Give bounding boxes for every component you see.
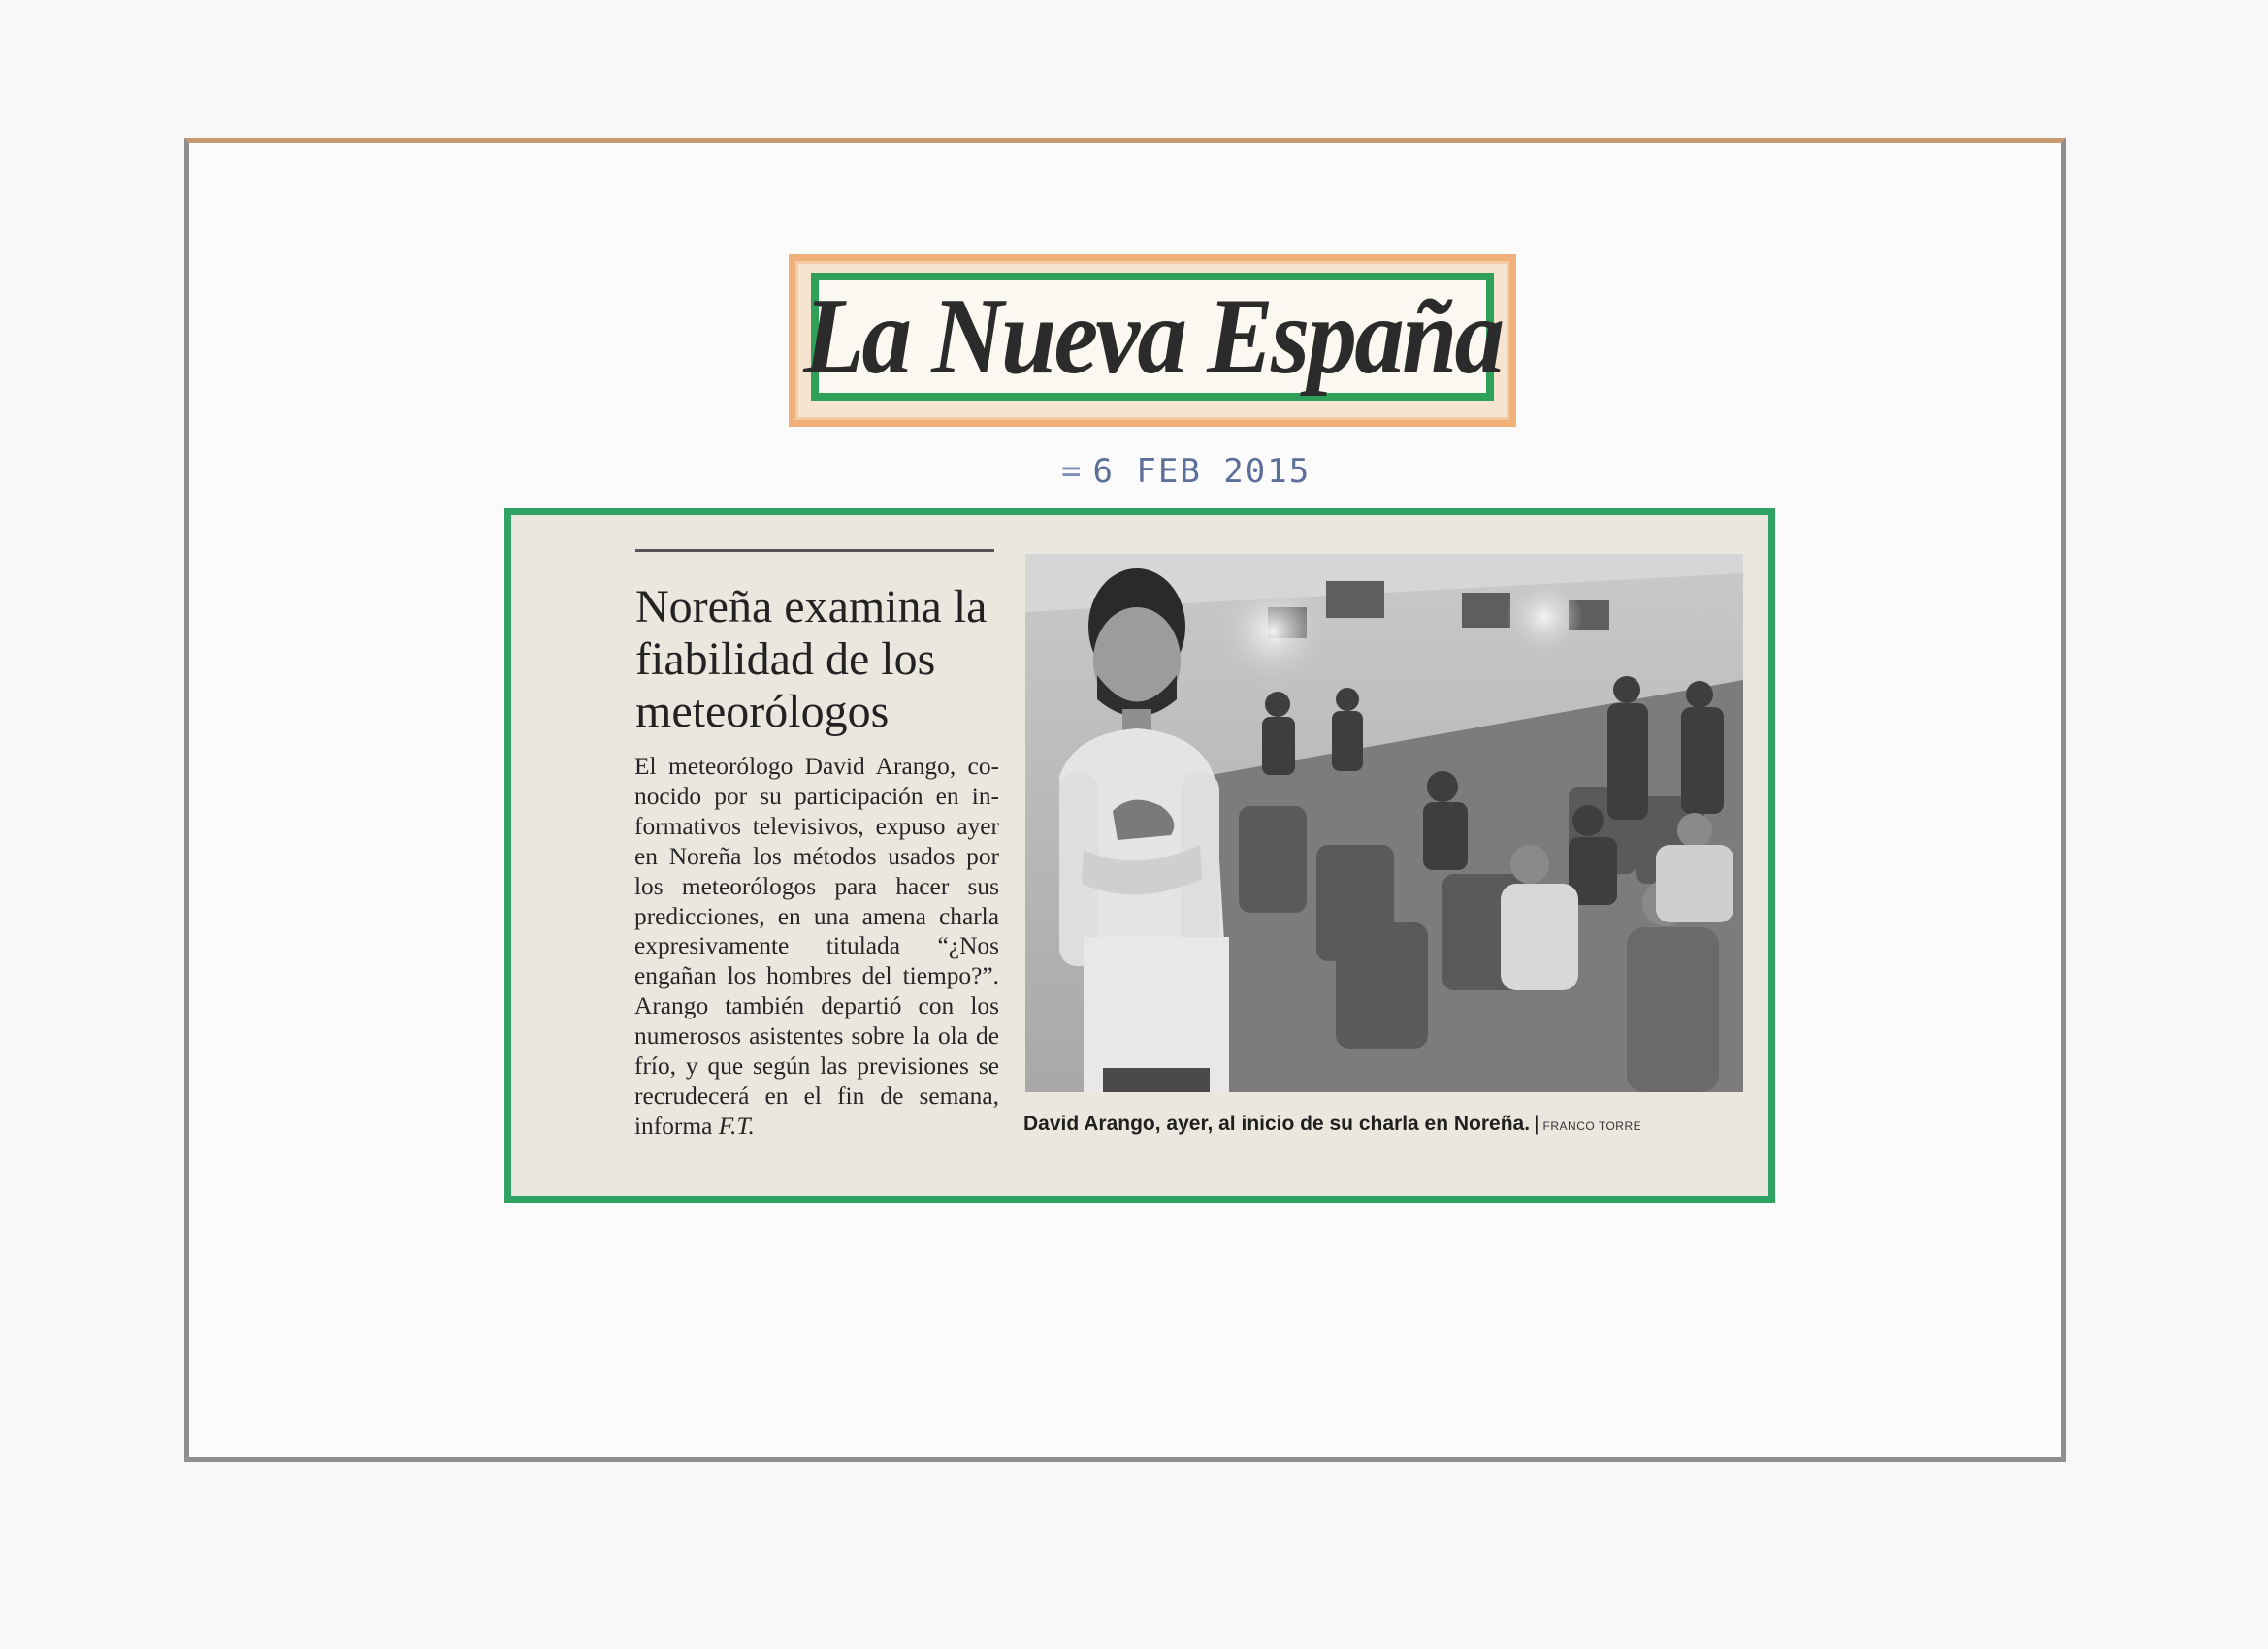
photo-credit: FRANCO TORRE [1542, 1119, 1642, 1133]
article-photo [1025, 554, 1743, 1092]
caption-text: David Arango, ayer, al inicio de su charla en Noreña. [1023, 1113, 1531, 1135]
masthead-border [803, 273, 1502, 401]
caption-separator: | [1534, 1113, 1539, 1135]
headline-rule [635, 549, 994, 552]
article-clipping [504, 508, 1775, 1203]
article-body-text: El meteorólogo David Arango, conocido por su participación en informativos televisivos, expuso ayer en Noreña los métodos usados por los meteorólogos para hacer sus predicciones, en una amena charla expresivamente titulada “¿Nos engañan los hombres del tiempo?”. Arango también departió con los numerosos asistentes sobre la ola de frío, y que según las previsiones se recrudecerá en el fin de semana, informa [634, 753, 999, 1140]
date-stamp [1061, 452, 1311, 491]
article-byline: F.T. [718, 1112, 755, 1140]
masthead-clipping [789, 254, 1516, 427]
photo-illustration [1025, 554, 1743, 1092]
newspaper-title: La Nueva España [803, 275, 1502, 397]
stamp-mark: = [1061, 452, 1084, 491]
article-body [634, 752, 999, 1142]
stamp-date: 6 FEB 2015 [1092, 452, 1312, 491]
article-headline: Noreña examina la fiabilidad de los meteorólogos [635, 581, 988, 737]
photo-caption [1023, 1113, 1641, 1136]
